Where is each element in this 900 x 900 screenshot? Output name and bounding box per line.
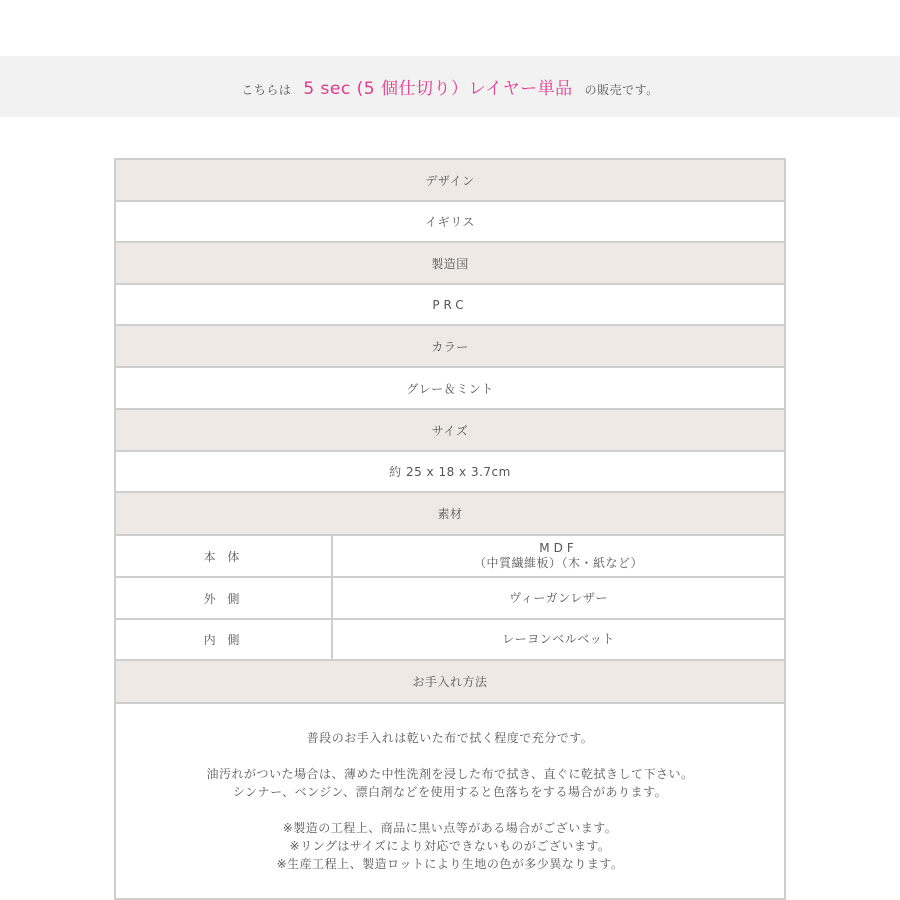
origin-header	[116, 243, 784, 285]
color-value: グレー＆ミント	[406, 381, 494, 396]
care-note: ※リングはサイズにより対応できないものがございます。	[289, 839, 611, 853]
care-line: 油汚れがついた場合は、薄めた中性洗剤を浸した布で拭き、直ぐに乾拭きして下さい。	[206, 767, 694, 781]
care-note: ※生産工程上、製造ロットにより生地の色が多少異なります。	[276, 857, 624, 871]
size-label: サイズ	[431, 423, 469, 438]
care-header	[116, 661, 784, 704]
care-line: シンナー、ベンジン、漂白剤などを使用すると色落ちをする場合があります。	[232, 785, 668, 799]
material-value-line1: MDF	[539, 541, 578, 555]
color-row	[116, 368, 784, 410]
design-label: デザイン	[425, 173, 475, 188]
material-value-line1: レーヨンベルベット	[502, 632, 615, 646]
origin-value: PRC	[432, 297, 468, 312]
material-label: 素材	[437, 507, 463, 521]
design-row	[116, 202, 784, 243]
material-part: 本 体	[116, 536, 333, 576]
material-header	[116, 493, 784, 536]
care-paragraph	[307, 729, 594, 747]
size-row	[116, 452, 784, 493]
material-row	[116, 536, 784, 578]
notice-product-name: 5 sec (5 個仕切り）レイヤー単品	[303, 79, 573, 99]
notice-prefix: こちらは	[241, 83, 292, 97]
care-line: 普段のお手入れは乾いた布で拭く程度で充分です。	[306, 731, 594, 745]
material-value	[333, 536, 784, 576]
material-value-line2: （中質繊維板）（木・紙など）	[473, 556, 643, 570]
care-paragraph	[206, 765, 693, 801]
material-part: 内 側	[116, 620, 333, 659]
material-value	[333, 578, 784, 618]
size-value: 約 25 x 18 x 3.7cm	[389, 465, 511, 479]
size-header	[116, 410, 784, 452]
sale-notice	[241, 74, 658, 99]
care-label: お手入れ方法	[412, 675, 488, 689]
material-row	[116, 578, 784, 620]
notice-suffix: の販売です。	[584, 83, 659, 97]
sale-notice-banner	[0, 56, 900, 117]
color-label: カラー	[431, 339, 469, 354]
material-value	[333, 620, 784, 659]
color-header	[116, 326, 784, 368]
origin-row	[116, 285, 784, 326]
material-value-line1: ヴィーガンレザー	[509, 590, 608, 605]
care-instructions	[116, 704, 784, 898]
spec-table	[114, 158, 786, 900]
origin-label: 製造国	[431, 256, 469, 271]
material-row	[116, 620, 784, 661]
design-header	[116, 160, 784, 202]
design-value: イギリス	[425, 215, 475, 229]
care-note: ※製造の工程上、商品に黒い点等がある場合がございます。	[282, 821, 618, 835]
care-notes	[277, 819, 624, 873]
material-part: 外 側	[116, 578, 333, 618]
